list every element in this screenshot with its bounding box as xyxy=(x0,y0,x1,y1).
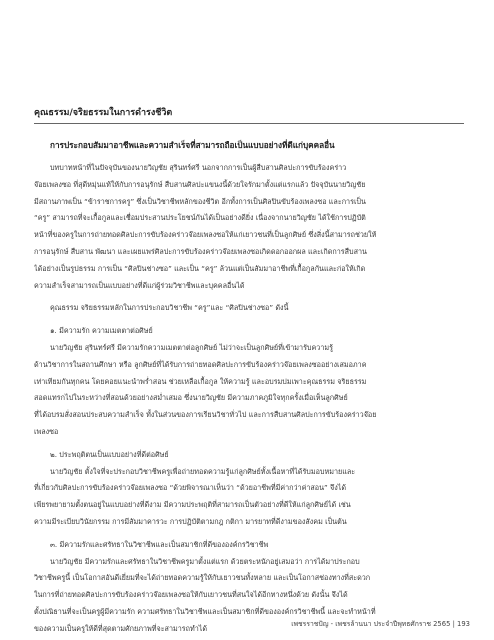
paragraph-line: นายวิญชัย สุรินทร์ศรี มีความรักความเมตตาต่อลูกศิษย์ ไม่ว่าจะเป็นลูกศิษย์ที่เข้ามารับความรู้ xyxy=(50,342,333,352)
list-item-heading: ๓. มีความรักและศรัทธาในวิชาชีพและเป็นสมาชิกที่ดีขององค์กรวิชาชีพ xyxy=(50,539,269,549)
body-text xyxy=(34,160,464,638)
paragraph-line: เท่าเทียมกันทุกคน โดยคอยแนะนำพร่ำสอน ช่วยเหลือเกื้อกูล ให้ความรู้ และอบรมบ่มเพาะคุณธรรม จริยธรรม xyxy=(34,376,367,386)
paragraph-line: วิชาชีพครูนี้ เป็นโอกาสอันดีเยี่ยมที่จะได้ถ่ายทอดความรู้ให้กับเยาวชนทั้งหลาย และเป็นโอกาสช่องทางที่สะดวก xyxy=(34,573,371,583)
paragraph-line: นายวิญชัย ตั้งใจที่จะประกอบวิชาชีพครูเพื่อถ่ายทอดความรู้แก่ลูกศิษย์ทั้งเนื้อหาที่ได้รับมอบหมายและ xyxy=(50,466,356,476)
paragraph-line: ที่เกี่ยวกับศิลปะการขับร้องคร่าวจ๊อยเพลงซอ “ด้วยพิจารณาเห็นว่า “ด้วยอาชีพที่มีค่ากว่าค่าสอน” จึงได้ xyxy=(34,483,347,493)
section-subheading: การประกอบสัมมาอาชีพและความสำเร็จที่สามารถถือเป็นแบบอย่างที่ดีแก่บุคคลอื่น xyxy=(50,140,335,150)
paragraph-line: เพียรพยายามตั้งตนอยู่ในแบบอย่างที่ดีงาม มีความประพฤติที่สามารถเป็นตัวอย่างที่ดีให้แก่ลูกศิษย์ได้ เช่น xyxy=(34,500,351,510)
section-heading: คุณธรรม/จริยธรรมในการดำรงชีวิต xyxy=(34,108,173,118)
paragraph-line: เพลงซอ xyxy=(34,426,59,436)
paragraph-line: มีสถานภาพเป็น “ข้าราชการครู” ซึ่งเป็นวิชาชีพหลักของชีวิต อีกทั้งการเป็นศิลปินขับร้องเพลงซอ และการเป็น xyxy=(34,196,366,206)
paragraph-line: คุณธรรม จริยธรรมหลักในการประกอบวิชาชีพ “ครู”และ “ศิลปินช่างซอ” ดังนี้ xyxy=(50,303,289,313)
paragraph-line: ด้านวิชาการในสถานศึกษา หรือ ลูกศิษย์ที่ได้รับการถ่ายทอดศิลปะการขับร้องคร่าวจ๊อยเพลงซออย่างเสมอภาค xyxy=(34,359,367,369)
paragraph-line: ตั้งปณิธานที่จะเป็นครูผู้มีความรัก ความศรัทธาในวิชาชีพและเป็นสมาชิกที่ดีขององค์กรวิชาชีพนี้ และจะทำหน้าที่ xyxy=(34,606,376,616)
paragraph-line: ของความเป็นครูให้ดีที่สุดตามศักยภาพที่จะสามารถทำได้ xyxy=(34,623,208,633)
page-footer: เพชรราชปัญ - เพชรล้านนา ประจำปีพุทธศักราช 2565 | 193 xyxy=(291,620,470,628)
divider-line xyxy=(34,123,464,124)
list-item-heading: ๒. ประพฤติตนเป็นแบบอย่างที่ดีต่อศิษย์ xyxy=(50,449,169,459)
paragraph-line: ที่ได้อบรมสั่งสอนประสบความสำเร็จ ทั้งในส่วนของการเรียนวิชาทั่วไป และการสืบสานศิลปะการขับร้องคร่าวจ๊อย xyxy=(34,410,377,420)
list-item-heading: ๑. มีความรัก ความเมตตาต่อศิษย์ xyxy=(50,326,153,336)
paragraph-line: จ๊อยเพลงซอ ที่สุดีหมุ่นแท้ให้กับการอนุรักษ์ สืบสานศิลปะแขนงนี้ด้วยใจรักมาตั้งแต่แรกแล้ว ปัจจุบันนายวิญชัย xyxy=(34,179,366,189)
paragraph-line: ได้อย่างเป็นรูปธรรม การเป็น “ศิลปินช่างซอ” และเป็น “ครู” ล้วนแต่เป็นสัมมาอาชีพที่เกื้อกูลกันและก่อให้เกิด xyxy=(34,263,366,273)
paragraph-line: “ครู” สามารถที่จะเกื้อกูลและเชื่อมประสานประโยชน์กันได้เป็นอย่างดียิ่ง เนื่องจากนายวิญชัย ได้ใช้การปฏิบัติ xyxy=(34,213,366,223)
paragraph-line: บทบาทหน้าที่ในปัจจุบันของนายวิญชัย สุรินทร์ศรี นอกจากการเป็นผู้สืบสานศิลปะการขับร้องคร่าว xyxy=(50,163,347,172)
paragraph-line: ในการที่ถ่ายทอดศิลปะการขับร้องคร่าวจ๊อยเพลงซอให้กับเยาวชนที่สนใจได้อีกทางหนึ่งด้วย ดังนั้น จึงได้ xyxy=(34,590,348,600)
paragraph-line: ความมีระเบียบวินัยกรรม การมีสัมมาคารวะ การปฏิบัติตามกฎ กติกา มารยาทที่ดีงามของสังคม เป็นต้น xyxy=(34,516,347,526)
paragraph-line: การอนุรักษ์ สืบสาน พัฒนา และเผยแพร่ศิลปะการขับร้องคร่าวจ๊อยเพลงซอเกิดดอกออกผล และเกิดการสืบสาน xyxy=(34,246,367,256)
paragraph-line: สอดแทรกไปในระหว่างที่สอนด้วยอย่างสม่ำเสมอ ซึ่งนายวิญชัย มีความภาคภูมิใจทุกครั้งเมื่อเห็นลูกศิษย์ xyxy=(34,393,348,403)
paragraph-line: นายวิญชัย มีความรักและศรัทธาในวิชาชีพครูมาตั้งแต่แรก ด้วยตระหนักอยู่เสมอว่า การได้มาประกอบ xyxy=(50,556,360,566)
paragraph-line: ความสำเร็จสามารถเป็นแบบอย่างที่ดีแก่ผู้ร่วมวิชาชีพและบุคคลอื่นได้ xyxy=(34,280,245,290)
paragraph-line: หน้าที่ของครูในการถ่ายทอดศิลปะการขับร้องคร่าวจ๊อยเพลงซอให้แก่เยาวชนที่เป็นลูกศิษย์ ซึ่งสิ่งนี้สามารถช่วยให้ xyxy=(34,230,377,240)
